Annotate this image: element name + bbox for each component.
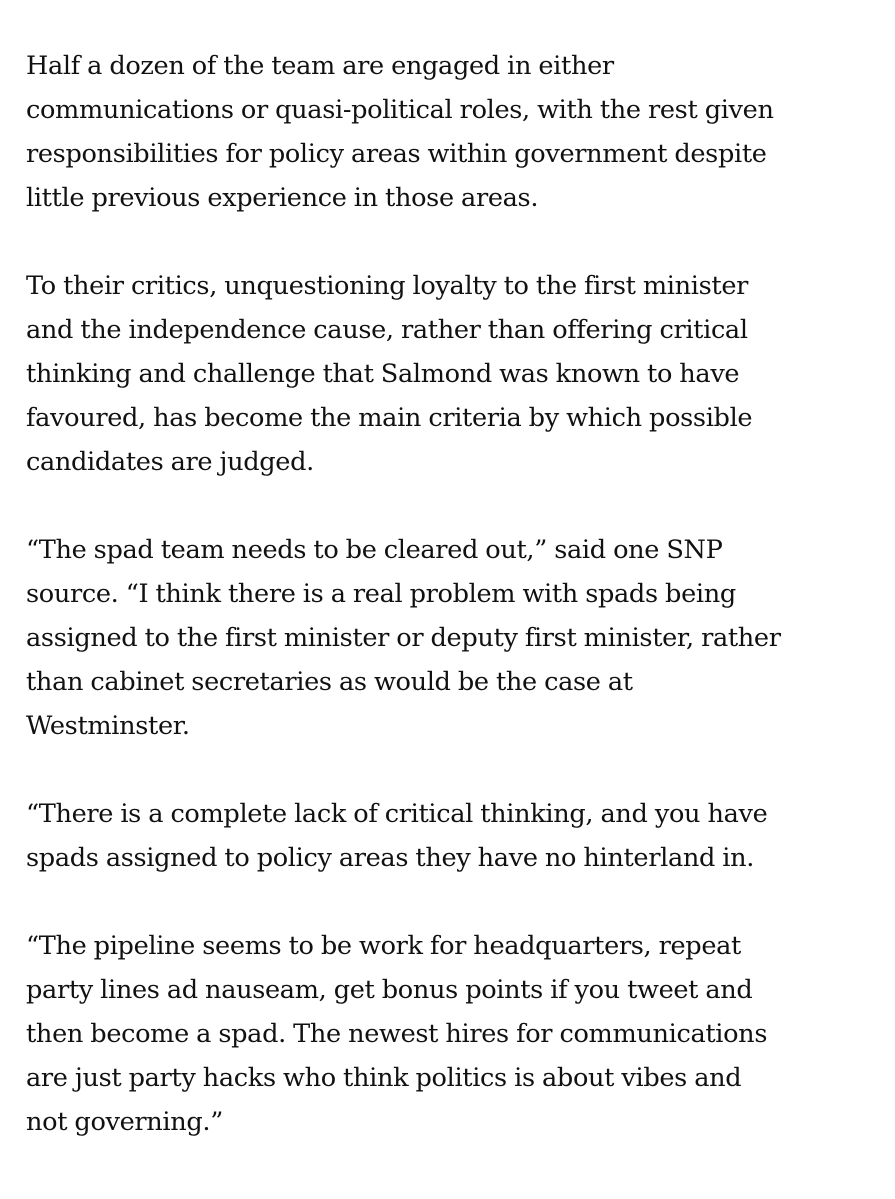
text-line: thinking and challenge that Salmond was known to have bbox=[26, 359, 740, 389]
text-line: “The spad team needs to be cleared out,” said one SNP bbox=[26, 535, 723, 565]
text-line: candidates are judged. bbox=[26, 447, 314, 477]
text-line: “The pipeline seems to be work for headquarters, repeat bbox=[26, 931, 741, 961]
text-line: are just party hacks who think politics is about vibes and bbox=[26, 1063, 742, 1093]
text-line: spads assigned to policy areas they have no hinterland in. bbox=[26, 843, 755, 873]
text-line: not governing.” bbox=[26, 1107, 223, 1137]
text-line: “There is a complete lack of critical thinking, and you have bbox=[26, 799, 768, 829]
text-line: assigned to the first minister or deputy first minister, rather bbox=[26, 623, 781, 653]
paragraph-critics bbox=[26, 264, 886, 484]
text-line: than cabinet secretaries as would be the case at bbox=[26, 667, 633, 697]
article-body bbox=[26, 44, 886, 1188]
paragraph-quote-spad-team bbox=[26, 528, 886, 748]
text-line: party lines ad nauseam, get bonus points if you tweet and bbox=[26, 975, 753, 1005]
text-line: responsibilities for policy areas within government despite bbox=[26, 139, 767, 169]
text-line: To their critics, unquestioning loyalty to the first minister bbox=[26, 271, 749, 301]
paragraph-team-roles bbox=[26, 44, 886, 220]
text-line: and the independence cause, rather than offering critical bbox=[26, 315, 748, 345]
text-line: communications or quasi-political roles, with the rest given bbox=[26, 95, 774, 125]
text-line: Half a dozen of the team are engaged in either bbox=[26, 51, 614, 81]
text-line: Westminster. bbox=[26, 711, 190, 741]
text-line: favoured, has become the main criteria by which possible bbox=[26, 403, 753, 433]
text-line: little previous experience in those areas. bbox=[26, 183, 539, 213]
text-line: source. “I think there is a real problem with spads being bbox=[26, 579, 736, 609]
paragraph-quote-critical-thinking bbox=[26, 792, 886, 880]
paragraph-quote-pipeline bbox=[26, 924, 886, 1144]
text-line: then become a spad. The newest hires for communications bbox=[26, 1019, 768, 1049]
